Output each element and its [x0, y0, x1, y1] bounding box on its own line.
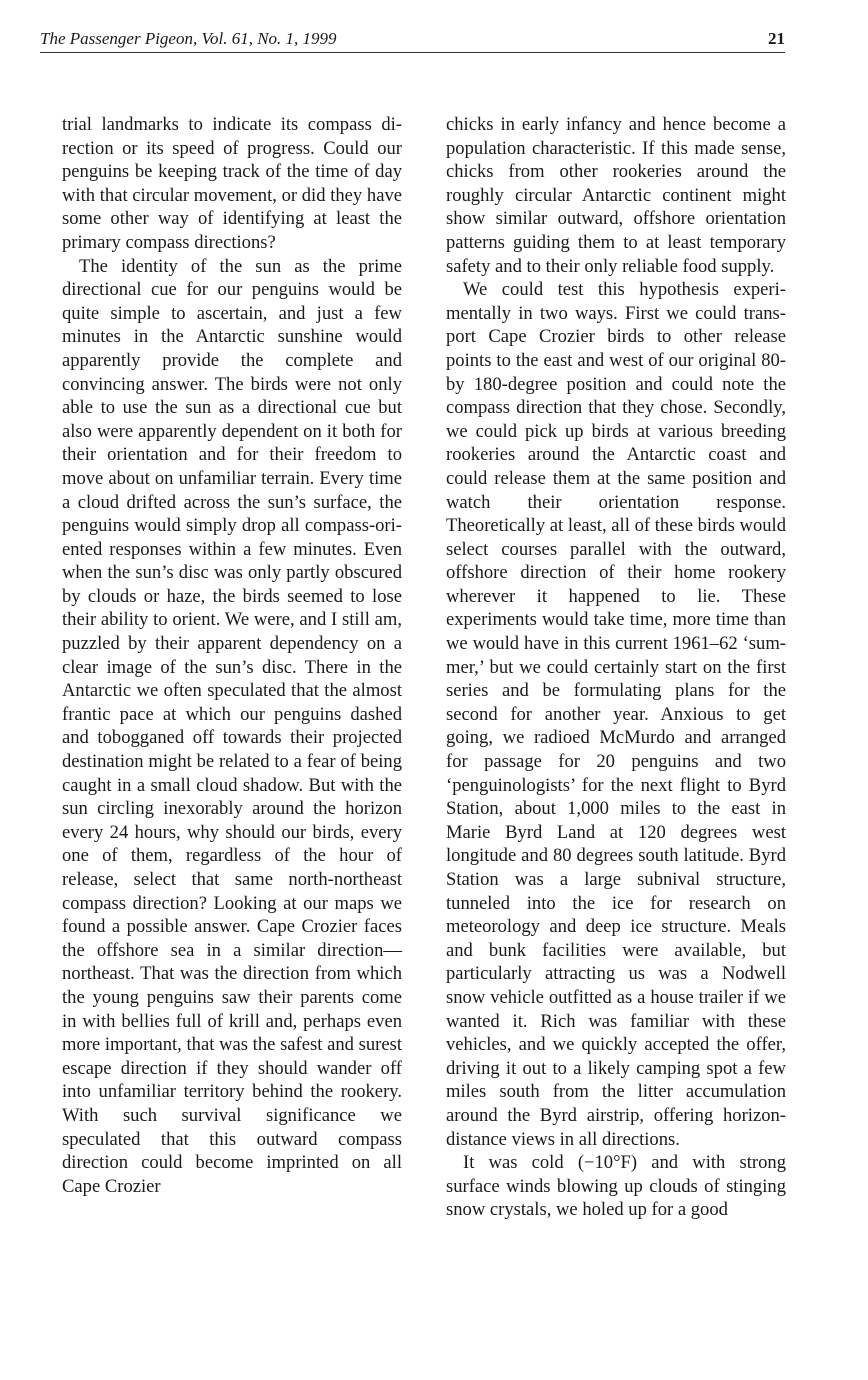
page-number: 21: [768, 29, 785, 48]
paragraph: It was cold (−10°F) and with strong surface winds blowing up clouds of stinging snow crystals, we holed up for a good: [446, 1152, 786, 1221]
journal-citation: The Passenger Pigeon, Vol. 61, No. 1, 1999: [40, 29, 337, 48]
right-text-column: [446, 113, 786, 1222]
paragraph: chicks in early infancy and hence become a population characteristic. If this made sense, chicks from other rookeries around the roughly circular Antarctic continent might show similar outward, offshore orientation patterns guiding them to at least temporary safety and to their only reliable food supply.: [446, 114, 786, 277]
paragraph: trial landmarks to indicate its compass direction or its speed of progress. Could our penguins be keeping track of the time of day with that circular movement, or did they have some other way of identifying at least the primary compass directions?: [62, 114, 402, 253]
paragraph: We could test this hypothesis experimentally in two ways. First we could transport Cape Crozier birds to other release points to the east and west of our original 80- by 180-degree position and could note the compass direction that they chose. Secondly, we could pick up birds at various breeding rookeries around the Antarctic coast and could release them at the same position and watch their orientation response. Theoretically at least, all of these birds would select courses parallel with the outward, offshore direction of their home rookery wherever it happened to lie. These experiments would take time, more time than we would have in this current 1961–62 ‘summer,’ but we could certainly start on the first series and be formulating plans for the second for another year. Anxious to get going, we radioed McMurdo and arranged for passage for 20 penguins and two ‘penguinologists’ for the next flight to Byrd Station, about 1,000 miles to the east in Marie Byrd Land at 120 degrees west longitude and 80 degrees south latitude. Byrd Station was a large subnival structure, tunneled into the ice for research on meteorology and deep ice structure. Meals and bunk facilities were available, but particularly attracting us was a Nodwell snow vehicle outfitted as a house trailer if we wanted it. Rich was familiar with these vehicles, and we quickly accepted the offer, driving it out to a likely camping spot a few miles south from the litter accumulation around the Byrd airstrip, offering horizon-distance views in all directions.: [446, 279, 786, 1150]
left-text-column: [62, 113, 402, 1198]
running-head: [40, 28, 785, 53]
paragraph: The identity of the sun as the prime directional cue for our penguins would be quite simple to ascertain, and just a few minutes in the Antarctic sunshine would apparently provide the complete and convincing answer. The birds were not only able to use the sun as a directional cue but also were apparently dependent on it both for their orientation and for their freedom to move about on unfamiliar terrain. Every time a cloud drifted across the sun’s surface, the penguins would simply drop all compass-oriented responses within a few minutes. Even when the sun’s disc was only partly obscured by clouds or haze, the birds seemed to lose their ability to orient. We were, and I still am, puzzled by their apparent dependency on a clear image of the sun’s disc. There in the Antarctic we often speculated that the almost frantic pace at which our penguins dashed and tobogganed off towards their projected destination might be related to a fear of being caught in a small cloud shadow. But with the sun circling inexorably around the horizon every 24 hours, why should our birds, every one of them, regardless of the hour of release, select that same north-northeast compass direction? Looking at our maps we found a possible answer. Cape Crozier faces the offshore sea in a similar direction—northeast. That was the direction from which the young penguins saw their parents come in with bellies full of krill and, perhaps even more important, that was the safest and surest escape direction if they should wander off into unfamiliar territory behind the rookery. With such survival significance we speculated that this outward compass direction could become imprinted on all Cape Crozier: [62, 255, 402, 1197]
